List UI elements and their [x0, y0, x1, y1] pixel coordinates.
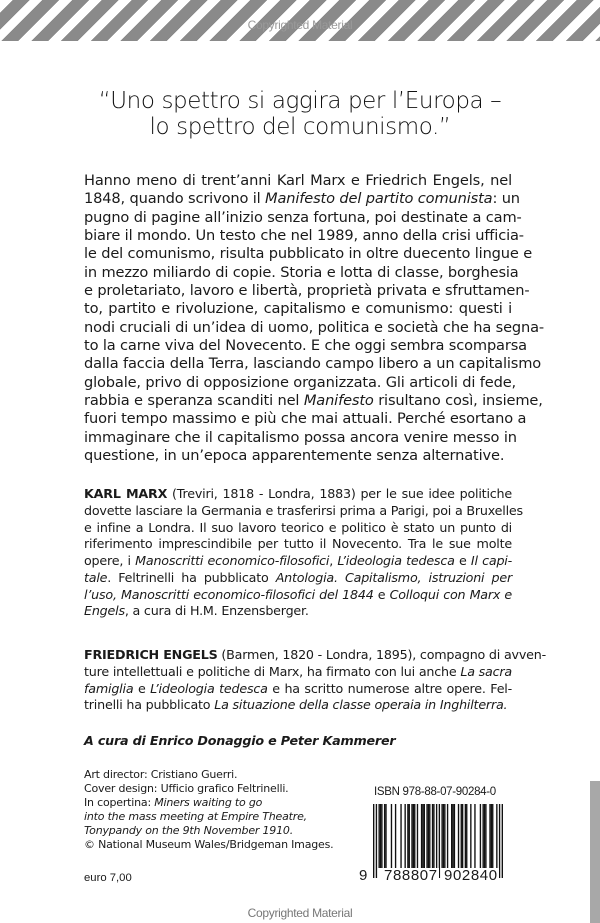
italic-text: Il capi- [470, 553, 512, 568]
text: le del comunismo, risulta pubblicato in oltre duecento lingue e [84, 245, 533, 263]
barcode-bar [384, 804, 385, 868]
barcode-bar [465, 804, 466, 868]
text-line [84, 838, 333, 852]
barcode-bar [466, 804, 467, 868]
text: to, partito e rivoluzione, capitalismo e comunismo: questi i [84, 300, 512, 318]
text-line [84, 681, 512, 698]
text-line [84, 263, 519, 282]
text: dovette lasciare la Germania e trasferirsi prima a Parigi, poi a Bruxelles [84, 502, 523, 518]
text: e ha scritto numerose altre opere. Fel- [267, 680, 512, 696]
text-line [84, 227, 524, 245]
text-line [84, 647, 546, 664]
text-line [84, 664, 512, 681]
quote-line-1: “Uno spettro si aggira per l’Europa – [98, 88, 502, 114]
barcode-bar [444, 804, 445, 868]
text: trinelli ha pubblicato [84, 697, 215, 713]
barcode-bar [485, 804, 486, 868]
barcode-bar [414, 804, 415, 868]
text: Art director: Cristiano Guerri. [84, 768, 238, 781]
text: © National Museum Wales/Bridgeman Images. [84, 837, 334, 851]
barcode-bar [411, 804, 412, 868]
barcode-bar [458, 804, 459, 868]
barcode-bar [373, 804, 374, 878]
text: e [454, 553, 471, 568]
text: : un [492, 190, 520, 208]
text-line [84, 337, 527, 355]
barcode-bar [454, 804, 455, 868]
text: (Barmen, 1820 - Londra, 1895), compagno di avven- [217, 647, 546, 662]
text: (Treviri, 1818 - Londra, 1883) per le sue idee politiche [167, 486, 513, 501]
barcode-bar [451, 804, 452, 868]
barcode-bar [409, 804, 410, 868]
italic-text: l’uso, Manoscritti economico-filosofici del 1844 [84, 586, 374, 602]
barcode-bar [381, 804, 382, 868]
italic-text: Miners waiting to go [154, 795, 263, 809]
text-line [84, 796, 333, 810]
barcode-bar [407, 804, 408, 868]
text: e [373, 586, 390, 602]
cover-credits [84, 768, 333, 851]
text-line [84, 570, 512, 587]
barcode-bar [480, 804, 481, 868]
barcode-bar [492, 804, 493, 868]
barcode-bar [376, 804, 377, 878]
italic-text: Manifesto [303, 392, 374, 410]
text-line [84, 603, 512, 620]
barcode-bar [433, 804, 434, 868]
barcode-bar [461, 804, 462, 868]
bio-friedrich-engels [84, 647, 546, 714]
barcode-digits-right: 902840 [444, 867, 498, 884]
editors-credit: A cura di Enrico Donaggio e Peter Kammerer [84, 733, 396, 748]
text: immaginare che il capitalismo possa ancora venire messo in [84, 428, 517, 446]
barcode-bar [417, 804, 418, 868]
barcode-bar [482, 804, 483, 868]
text: dalla faccia della Terra, lasciando campo libero a un capitalismo [84, 355, 542, 373]
blurb-paragraph [84, 172, 545, 466]
text-line [84, 486, 512, 503]
text-line [84, 447, 512, 465]
text-line [84, 587, 512, 604]
barcode-bar [421, 804, 422, 868]
italic-text: Manoscritti economico-filosofici [135, 553, 330, 568]
italic-text: L’ideologia tedesca [337, 553, 455, 568]
italic-text: La situazione della classe operaia in Inghilterra. [214, 697, 508, 713]
barcode-bar [499, 804, 500, 878]
text-line [84, 208, 522, 227]
barcode-bar [400, 804, 401, 868]
barcode-bar [428, 804, 429, 868]
barcode-bar [391, 804, 392, 868]
text-line [84, 502, 523, 520]
text-line [84, 553, 512, 570]
barcode-bar [474, 804, 475, 868]
italic-text: Engels [84, 603, 125, 619]
text: globale, privo di opposizione organizzata. Gli articoli di fede, [84, 373, 517, 391]
barcode-bar [432, 804, 433, 868]
barcode-bar [462, 804, 463, 868]
barcode-bar [404, 804, 405, 868]
barcode-bar [424, 804, 425, 868]
text-line [84, 697, 512, 714]
text: e proletariato, lavoro e libertà, proprietà privata e sfruttamen- [84, 282, 530, 300]
italic-text: famiglia [84, 680, 134, 696]
text-line [84, 190, 520, 208]
text: Hanno meno di trent’anni Karl Marx e Friedrich Engels, nel [84, 172, 512, 189]
text-line [84, 282, 530, 300]
text: ture intellettuali e politiche di Marx, ha firmato con lui anche [84, 663, 461, 679]
text: e infine a Londra. Il suo lavoro teorico e politico è stato un punto di [84, 519, 512, 535]
text-line [84, 373, 517, 392]
italic-text: Manifesto del partito comunista [265, 190, 493, 208]
text: opere, i [84, 553, 136, 568]
quote-line-2: lo spettro del comunismo.” [149, 114, 451, 140]
text: biare il mondo. Un testo che nel 1989, anno della crisi ufficia- [84, 227, 524, 245]
text-line [84, 172, 512, 190]
italic-text: Tonypandy on the 9th November 1910. [84, 823, 293, 837]
text: e [133, 680, 151, 696]
text-line [84, 810, 333, 824]
italic-text: Colloqui con Marx e [389, 586, 512, 602]
barcode-bar [378, 804, 379, 868]
text: to la carne viva del Novecento. E che oggi sembra scomparsa [84, 337, 527, 355]
italic-text: tale [84, 569, 108, 585]
text-line [84, 428, 517, 447]
text: questione, in un’epoca apparentemente senza alternative. [84, 447, 505, 465]
bold-text: KARL MARX [84, 486, 168, 501]
text-line [84, 392, 543, 410]
text: 1848, quando scrivono il [84, 190, 266, 208]
barcode-bar [439, 804, 440, 878]
page-edge-bar [590, 781, 600, 923]
barcode-bar [441, 804, 442, 868]
barcode-bar [426, 804, 427, 868]
text: Cover design: Ufficio grafico Feltrinelli. [84, 781, 289, 795]
text: in mezzo miliardo di copie. Storia e lotta di classe, borghesia [84, 263, 519, 281]
barcode-bar [422, 804, 423, 868]
barcode-bar [380, 804, 381, 868]
barcode-bar [496, 804, 497, 868]
copyright-watermark-top: Copyrighted Material [247, 18, 353, 32]
text-line [84, 300, 512, 318]
text-line [84, 536, 512, 553]
text-line [84, 782, 333, 796]
text: , [329, 553, 338, 568]
barcode-bar [443, 804, 444, 868]
isbn-label: ISBN 978-88-07-90284-0 [374, 786, 496, 798]
barcode-bar [429, 804, 430, 868]
italic-text: L’ideologia tedesca [150, 680, 268, 696]
barcode-bar [385, 804, 386, 868]
text-line [84, 768, 333, 782]
barcode-bar [395, 804, 396, 868]
italic-text: La sacra [460, 663, 512, 679]
text: nodi cruciali di un’idea di uomo, politica e società che ha segna- [84, 318, 545, 336]
price: euro 7,00 [84, 872, 132, 884]
italic-text: into the mass meeting at Empire Theatre, [84, 809, 307, 823]
text-line [84, 318, 545, 337]
barcode-bar [413, 804, 414, 868]
bold-text: FRIEDRICH ENGELS [84, 647, 218, 662]
text-line [84, 824, 333, 838]
barcode-bar [447, 804, 448, 868]
barcode-bar [484, 804, 485, 868]
text: rabbia e speranza scanditi nel [84, 392, 304, 410]
text-line [84, 355, 542, 373]
text: . Feltrinelli ha pubblicato [107, 569, 276, 585]
text: riferimento imprescindibile per tutto il Novecento. Tra le sue molte [84, 536, 512, 552]
text-line [84, 410, 527, 428]
text: pugno di pagine all’inizio senza fortuna, poi destinate a cam- [84, 208, 522, 226]
text-line [84, 520, 512, 537]
barcode-bar [502, 804, 503, 878]
text: risultano così, insieme, [373, 392, 543, 410]
bio-karl-marx [84, 486, 523, 620]
barcode-bar [491, 804, 492, 868]
text: In copertina: [84, 795, 155, 809]
barcode-bar [470, 804, 471, 868]
cover-quote [0, 88, 600, 140]
barcode-digits-left: 788807 [384, 867, 438, 884]
text: fuori tempo massimo e più che mai attuali. Perché esortano a [84, 410, 527, 428]
barcode-bar [452, 804, 453, 868]
text: , a cura di H.M. Enzensberger. [124, 603, 309, 619]
barcode-digit-first: 9 [359, 867, 368, 884]
text-line [84, 245, 533, 263]
barcode-bar [489, 804, 490, 868]
copyright-watermark-bottom: Copyrighted Material [247, 906, 353, 920]
italic-text: Antologia. Capitalismo, istruzioni per [275, 569, 512, 585]
